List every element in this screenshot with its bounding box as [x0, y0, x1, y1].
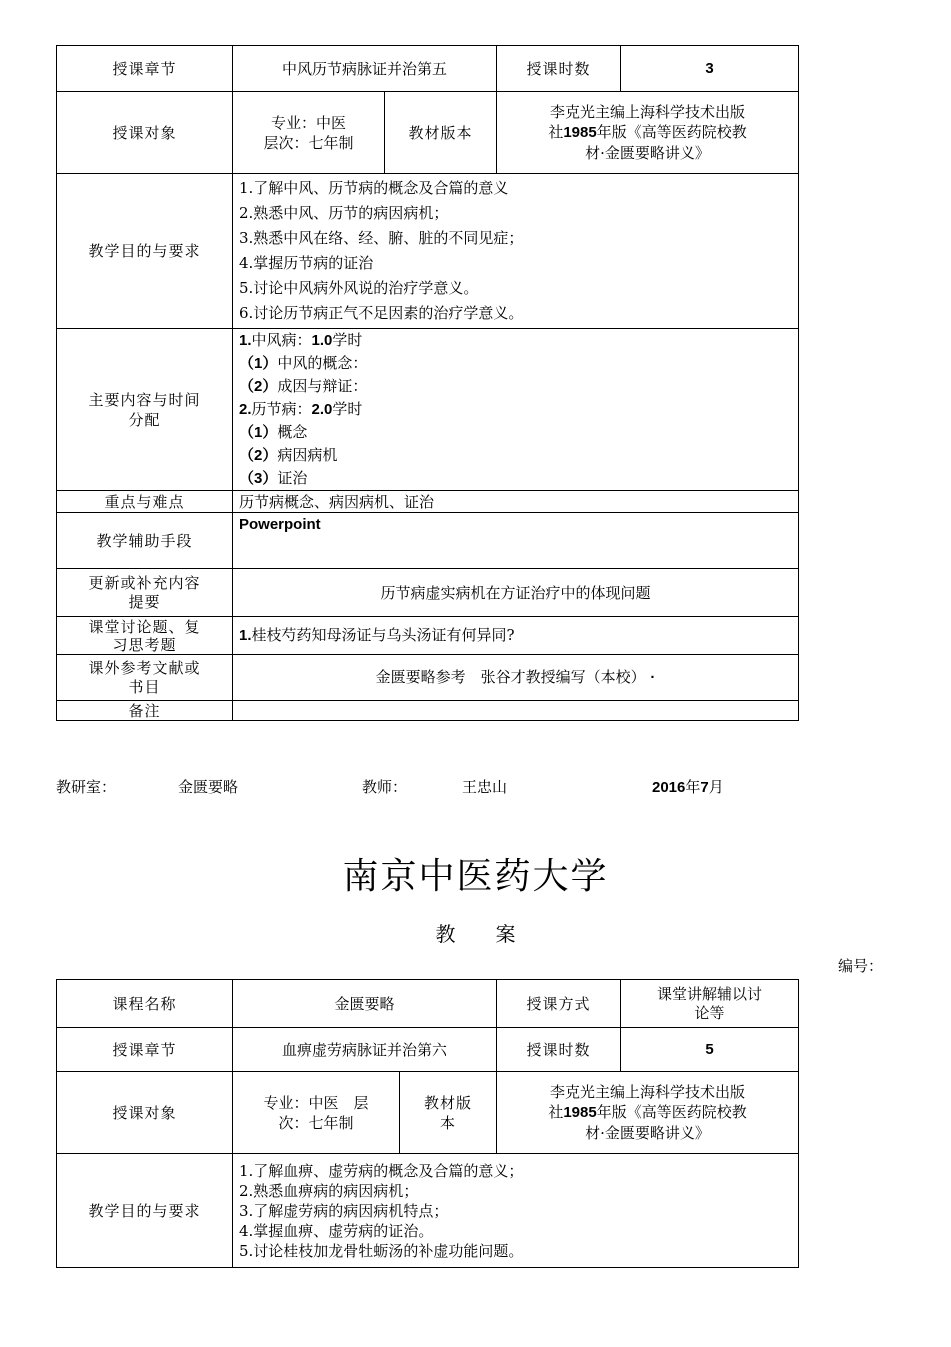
textbook2-line-3: 材·金匮要略讲义》 [585, 1124, 710, 1142]
textbook2-line-2 [503, 1102, 792, 1123]
content-item [239, 398, 792, 421]
goal-item: 4.掌握历节病的证治 [239, 254, 374, 272]
content-label [57, 329, 233, 491]
goals-list [233, 174, 799, 329]
audience-level: 层次：七年制 [263, 133, 354, 152]
content-item [239, 421, 792, 444]
content-text: 病因病机 [277, 446, 338, 464]
lesson-plan-title [0, 918, 951, 947]
content-hours: 2.0 [311, 401, 333, 418]
content-unit: 学时 [332, 400, 363, 418]
chapter-label: 授课章节 [57, 46, 233, 92]
content-num: 1. [239, 332, 252, 349]
update-label [57, 569, 233, 617]
discuss-text: 桂枝芍药知母汤证与乌头汤证有何异同? [251, 626, 515, 644]
hours-value: 3 [621, 46, 799, 92]
content-label-line-2: 分配 [128, 410, 161, 429]
textbook2-line-1: 李克光主编上海科学技术出版 [550, 1083, 746, 1101]
content-item [239, 352, 792, 375]
textbook-line-2 [503, 122, 792, 143]
audience-major: 专业：中医 [270, 113, 346, 132]
content-num: （1） [239, 424, 278, 441]
goals-label-2: 教学目的与要求 [57, 1154, 233, 1268]
plan-char-1: 教 [435, 922, 456, 946]
content-num: （3） [239, 470, 278, 487]
content-item [239, 467, 792, 490]
method-line-2: 论等 [694, 1003, 725, 1022]
goal-item: 3.熟悉中风在络、经、腑、脏的不同见症； [239, 229, 524, 247]
chapter-label-2: 授课章节 [57, 1028, 233, 1072]
audience-label: 授课对象 [57, 92, 233, 174]
refs-value [233, 655, 799, 701]
textbook-label-line-2: 本 [440, 1113, 457, 1132]
teacher-value: 王忠山 [462, 778, 508, 796]
discuss-value [233, 617, 799, 655]
content-text: 成因与辩证： [277, 377, 368, 395]
method-line-1: 课堂讲解辅以讨 [657, 984, 763, 1003]
content-hours: 1.0 [311, 332, 333, 349]
chapter-value-2: 血痹虚劳病脉证并治第六 [233, 1028, 497, 1072]
content-list [233, 329, 799, 491]
content-label-line-1: 主要内容与时间 [88, 390, 201, 409]
lesson-table-2 [56, 979, 799, 1268]
discuss-label-line-2: 习思考题 [112, 635, 177, 654]
university-title: 南京中医药大学 [342, 856, 609, 897]
teacher-label: 教师： [362, 778, 408, 796]
goal-item: 1.了解中风、历节病的概念及合篇的意义 [239, 179, 509, 197]
aids-label: 教学辅助手段 [57, 513, 233, 569]
course-label: 课程名称 [57, 980, 233, 1028]
goal-item: 2.熟悉血痹病的病因病机； [239, 1181, 419, 1200]
textbook-value [497, 92, 799, 174]
lesson-table-1 [56, 45, 799, 721]
hours-value-2: 5 [621, 1028, 799, 1072]
dept-value: 金匮要略 [178, 778, 239, 796]
update-label-line-1: 更新或补充内容 [88, 573, 201, 592]
serial-label: 编号： [838, 957, 884, 975]
goal-item: 4.掌握血痹、虚劳病的证治。 [239, 1221, 434, 1240]
goal-item: 2.熟悉中风、历节的病因病机； [239, 204, 449, 222]
update-label-line-2: 提要 [128, 592, 161, 611]
date [652, 776, 724, 797]
key-label: 重点与难点 [57, 491, 233, 513]
content-num: （1） [239, 355, 278, 372]
textbook-line-1: 李克光主编上海科学技术出版 [550, 103, 746, 121]
refs-label-line-1: 课外参考文献或 [88, 658, 201, 677]
date-year: 2016 [652, 779, 686, 796]
goal-item: 6.讨论历节病正气不足因素的治疗学意义。 [239, 304, 524, 322]
audience-line-2: 次：七年制 [278, 1113, 354, 1132]
chapter-value: 中风历节病脉证并治第五 [233, 46, 497, 92]
content-num: 2. [239, 401, 252, 418]
discuss-label [57, 617, 233, 655]
content-item [239, 375, 792, 398]
textbook2-year: 1985 [563, 1104, 597, 1121]
textbook-line-2a: 社 [548, 123, 564, 141]
update-value: 历节病虚实病机在方证治疗中的体现问题 [233, 569, 799, 617]
textbook-label-2 [400, 1072, 497, 1154]
aids-value: Powerpoint [233, 513, 799, 569]
refs-label [57, 655, 233, 701]
refs-text: 金匮要略参考 张谷才教授编写（本校） [375, 668, 646, 686]
content-text: 中风病： [251, 331, 312, 349]
textbook2-line-2c: 年版《高等医药院校教 [596, 1103, 747, 1121]
method-label: 授课方式 [497, 980, 621, 1028]
hours-label: 授课时数 [497, 46, 621, 92]
content-text: 概念 [277, 423, 308, 441]
goals-list-2 [233, 1154, 799, 1268]
content-unit: 学时 [332, 331, 363, 349]
goals-label: 教学目的与要求 [57, 174, 233, 329]
plan-char-2: 案 [495, 922, 516, 946]
dept-label: 教研室： [56, 778, 117, 796]
date-month-unit: 月 [708, 778, 724, 796]
notes-value [233, 701, 799, 721]
audience-line-1: 专业：中医 层 [263, 1093, 369, 1112]
content-item [239, 329, 792, 352]
date-month: 7 [700, 779, 709, 796]
textbook-line-3: 材·金匮要略讲义》 [585, 144, 710, 162]
content-item [239, 444, 792, 467]
textbook-value-2 [497, 1072, 799, 1154]
goal-item: 1.了解血痹、虚劳病的概念及合篇的意义； [239, 1161, 524, 1180]
audience-value [233, 92, 385, 174]
goal-item: 3.了解虚劳病的病因病机特点； [239, 1201, 449, 1220]
refs-dot: · [650, 669, 656, 686]
content-text: 中风的概念： [277, 354, 368, 372]
content-num: （2） [239, 378, 278, 395]
goal-item: 5.讨论桂枝加龙骨牡蛎汤的补虚功能问题。 [239, 1241, 524, 1260]
content-text: 历节病： [251, 400, 312, 418]
discuss-num: 1. [239, 627, 252, 644]
content-num: （2） [239, 447, 278, 464]
date-year-unit: 年 [685, 778, 701, 796]
textbook2-line-2a: 社 [548, 1103, 564, 1121]
textbook-label-line-1: 教材版 [424, 1093, 473, 1112]
textbook-label: 教材版本 [385, 92, 497, 174]
goal-item: 5.讨论中风病外风说的治疗学意义。 [239, 279, 479, 297]
textbook-year: 1985 [563, 124, 597, 141]
refs-label-line-2: 书目 [128, 677, 161, 696]
textbook-line-2c: 年版《高等医药院校教 [596, 123, 747, 141]
audience-value-2 [233, 1072, 400, 1154]
method-value [621, 980, 799, 1028]
course-value: 金匮要略 [233, 980, 497, 1028]
key-value: 历节病概念、病因病机、证治 [233, 491, 799, 513]
discuss-label-line-1: 课堂讨论题、复 [88, 617, 201, 636]
content-text: 证治 [277, 469, 308, 487]
hours-label-2: 授课时数 [497, 1028, 621, 1072]
notes-label: 备注 [57, 701, 233, 721]
audience-label-2: 授课对象 [57, 1072, 233, 1154]
